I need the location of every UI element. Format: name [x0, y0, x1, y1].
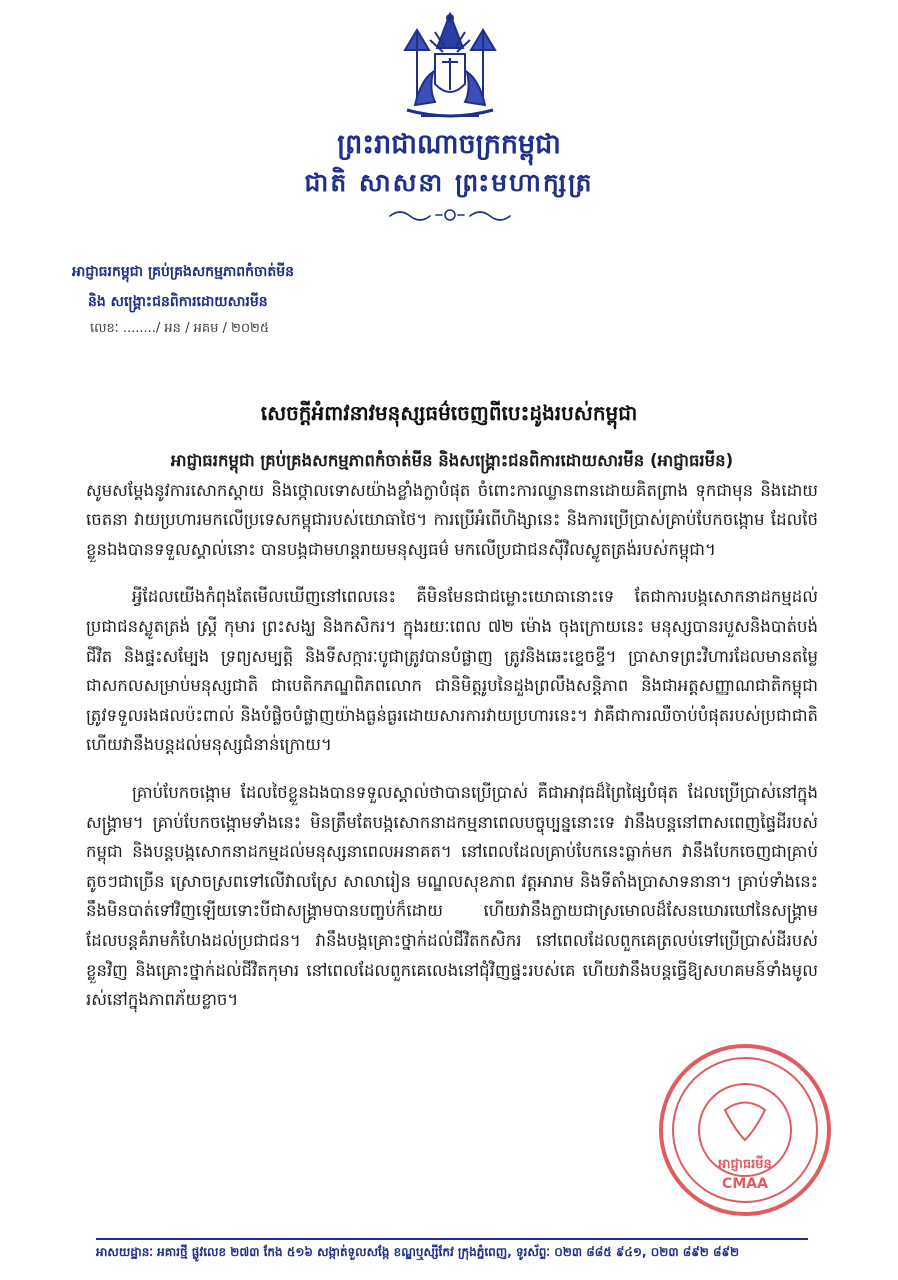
sender-organization-line1: អាជ្ញាធរកម្ពុជា គ្រប់គ្រងសកម្មភាពកំចាត់មីន — [72, 264, 295, 280]
royal-coat-of-arms-emblem — [385, 10, 515, 125]
paragraph-3: គ្រាប់បែកចង្កោម ដែលថៃខ្លួនឯងបានទទួលស្គាល់ថាបានប្រើប្រាស់ គឺជាអាវុធដ៏ព្រៃផ្សៃបំផុត ដែលប្រើប្រាស់នៅក្នុងសង្គ្រាម។ គ្រាប់បែកចង្កោមទាំងនេះ មិនត្រឹមតែបង្កសោកនាដកម្មនាពេលបច្ចុប្បន្ននោះទេ វានឹងបន្តនៅពាសពេញផ្ទៃដីរបស់កម្ពុជា និងបន្តបង្កសោកនាដកម្មដល់មនុស្សនាពេលអនាគត។ នៅពេលដែលគ្រាប់បែកនេះធ្លាក់មក វានឹងបែកចេញជាគ្រាប់តូចៗជាច្រើន ស្រោចស្រពទៅលើវាលស្រែ សាលារៀន មណ្ឌលសុខភាព វត្តអារាម និងទីតាំងប្រាសាទនានា។ គ្រាប់ទាំងនេះ នឹងមិនបាត់ទៅវិញឡើយទោះបីជាសង្គ្រាមបានបញ្ចប់ក៏ដោយ ហើយវានឹងក្លាយជាស្រមោលដ៏សែនឃោរឃៅនៃសង្គ្រាម ដែលបន្តគំរាមកំហែងដល់ប្រជាជន។ វានឹងបង្កគ្រោះថ្នាក់ដល់ជីវិតកសិករ នៅពេលដែលពួកគេត្រលប់ទៅប្រើប្រាស់ដីរបស់ខ្លួនវិញ និងគ្រោះថ្នាក់ដល់ជីវិតកុមារ នៅពេលដែលពួកគេលេងនៅជុំវិញផ្ទះរបស់គេ ហើយវានឹងបន្តធ្វើឱ្យសហគមន៍ទាំងមូលរស់នៅក្នុងភាពភ័យខ្លាច។ — [86, 782, 818, 1010]
document-title: សេចក្ដីអំពាវនាវមនុស្សធម៌ចេញពីបេះដូងរបស់កម្ពុជា — [260, 401, 638, 425]
kingdom-name: ព្រះរាជាណាចក្រកម្ពុជា — [337, 129, 561, 160]
sender-organization-line2: និង សង្គ្រោះជនពិការដោយសារមីន — [88, 294, 268, 310]
footer-divider — [96, 1238, 808, 1240]
reference-number: លេខៈ ......../ អន / អគម / ២០២៥ — [90, 321, 270, 336]
footer-address: អាសយដ្ឋានៈ អគារថ្មី ផ្លូវលេខ ២៧៣ កែង ៥១៦ សង្កាត់ទួលសង្កែ ខណ្ឌឬស្សីកែវ ក្រុងភ្នំពេញ, ទូរស័ព្ទៈ ០២៣ ៨៨៥ ៩៤១, ០២៣ ៨៩២ ៨៩២ — [96, 1245, 740, 1259]
svg-text:អាជ្ញាធរមីន: អាជ្ញាធរមីន — [718, 1157, 772, 1172]
paragraph-1: សូមសម្តែងនូវការសោកស្តាយ និងថ្កោលទោសយ៉ាងខ្លាំងក្លាបំផុត ចំពោះការឈ្លានពានដោយគិតព្រាង ទុកជាមុន និងដោយចេតនា វាយប្រហារមកលើប្រទេសកម្ពុជារបស់យោធាថៃ។ ការប្រើអំពើហិង្សានេះ និងការប្រើប្រាស់គ្រាប់បែកចង្កោម ដែលថៃខ្លួនឯងបានទទួលស្គាល់នោះ បានបង្កជាមហន្តរាយមនុស្សធម៌ មកលើប្រជាជនស៊ីវិលស្លូតត្រង់របស់កម្ពុជា។ — [86, 480, 818, 559]
official-seal-stamp — [655, 1040, 835, 1220]
document-body — [86, 446, 818, 1033]
national-motto: ជាតិ សាសនា ព្រះមហាក្សត្រ — [304, 168, 594, 197]
ornament-divider-icon — [386, 206, 514, 224]
svg-text:CMAA: CMAA — [722, 1176, 768, 1192]
paragraph-2: អ្វីដែលយើងកំពុងតែមើលឃើញនៅពេលនេះ គឺមិនមែនជាជម្លោះយោធានោះទេ តែជាការបង្កសោកនាដកម្មដល់ប្រជាជនស្លូតត្រង់ ស្ត្រី កុមារ ព្រះសង្ឃ និងកសិករ។ ក្នុងរយៈពេល ៧២ ម៉ោង ចុងក្រោយនេះ មនុស្សបានរបួសនិងបាត់បង់ជីវិត និងផ្ទះសម្បែង ទ្រព្យសម្បត្តិ និងទីសក្ការៈបូជាត្រូវបានបំផ្លាញ ត្រូវនិងឆេះខ្ទេចខ្ទី។ ប្រាសាទព្រះវិហារដែលមានតម្លៃជាសកលសម្រាប់មនុស្សជាតិ ជាបេតិកភណ្ឌពិភពលោក ជានិមិត្តរូបនៃដួងព្រលឹងសន្តិភាព និងជាអត្តសញ្ញាណជាតិកម្ពុជា ត្រូវទទួលរងផលប៉ះពាល់ និងបំផ្លិចបំផ្លាញយ៉ាងធ្ងន់ធ្ងរដោយសារការវាយប្រហារនេះ។ វាគឺជាការឈឺចាប់បំផុតរបស់ប្រជាជាតិ ហើយវានឹងបន្តដល់មនុស្សជំនាន់ក្រោយ។ — [86, 587, 818, 755]
intro-line: អាជ្ញាធរកម្ពុជា គ្រប់គ្រងសកម្មភាពកំចាត់មីន និងសង្គ្រោះជនពិការដោយសារមីន (អាជ្ញាធរមីន) — [170, 451, 734, 470]
